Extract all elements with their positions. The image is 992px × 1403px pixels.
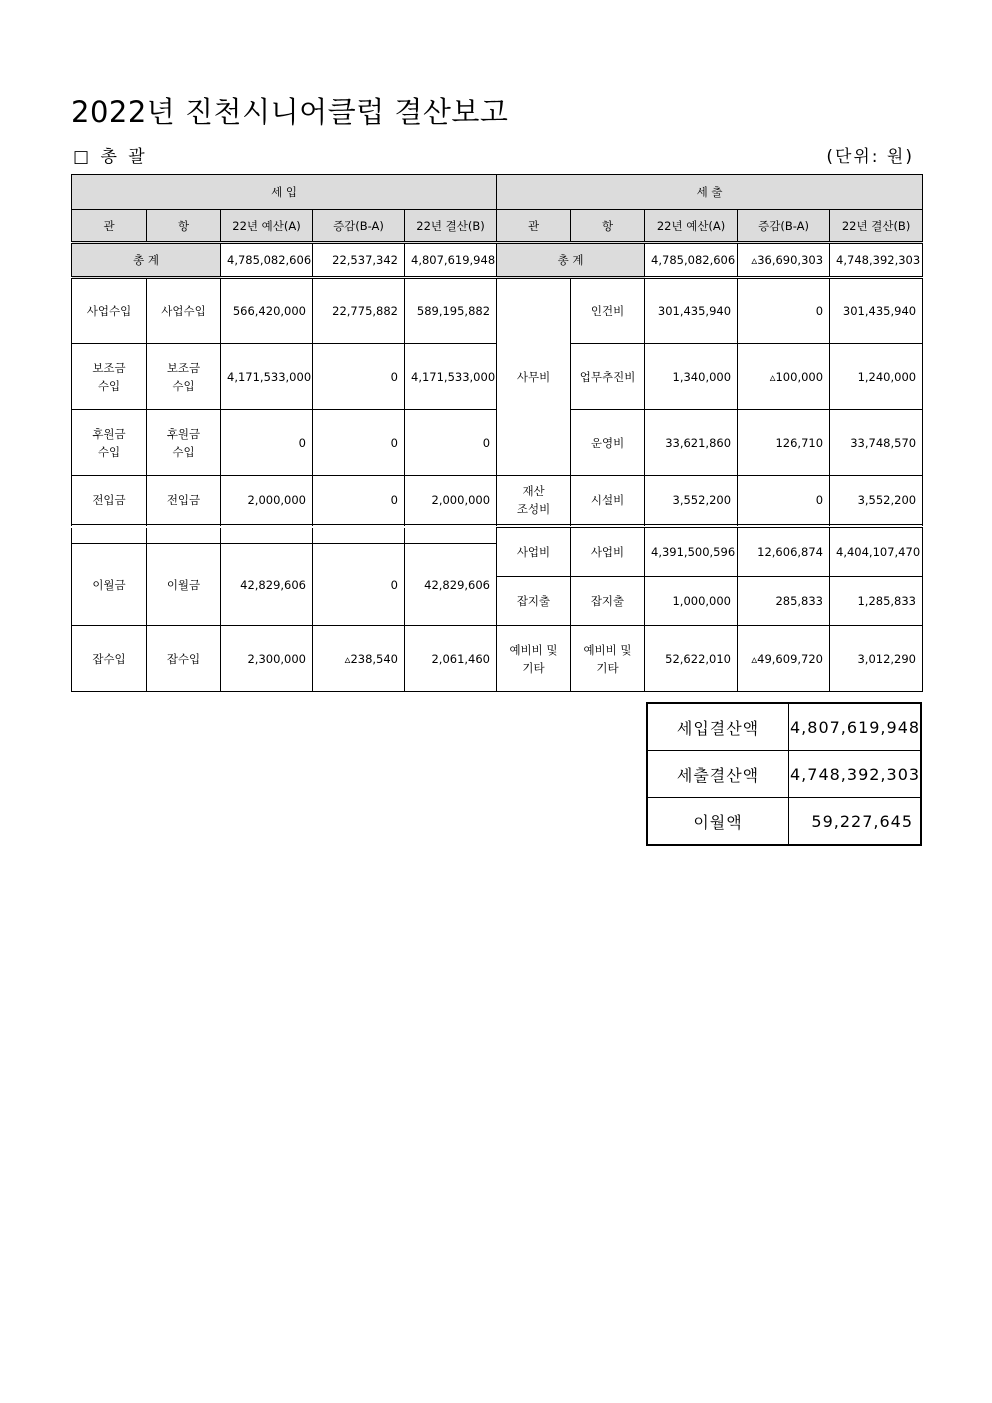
income-gwan: 사업수입 xyxy=(72,278,147,344)
income-total-budget: 4,785,082,606 xyxy=(221,243,313,278)
col-header: 22년 결산(B) xyxy=(830,210,923,243)
col-header: 22년 예산(A) xyxy=(221,210,313,243)
income-budget: 2,300,000 xyxy=(221,626,313,692)
income-diff: 0 xyxy=(313,476,405,525)
income-total-label: 총 계 xyxy=(72,243,221,278)
section-label: □ 총 괄 xyxy=(73,147,148,167)
expense-settle: 1,240,000 xyxy=(830,344,923,410)
expense-diff: 12,606,874 xyxy=(738,528,830,577)
income-settle: 2,061,460 xyxy=(405,626,497,692)
expense-hang: 시설비 xyxy=(571,476,645,525)
income-hang: 보조금 수입 xyxy=(147,344,221,410)
col-header: 항 xyxy=(147,210,221,243)
summary-label: 세출결산액 xyxy=(647,751,789,798)
income-budget: 566,420,000 xyxy=(221,278,313,344)
income-diff: ▵238,540 xyxy=(313,626,405,692)
income-budget: 4,171,533,000 xyxy=(221,344,313,410)
income-hang: 전입금 xyxy=(147,476,221,525)
expense-hang: 업무추진비 xyxy=(571,344,645,410)
expense-budget: 4,391,500,596 xyxy=(645,528,738,577)
income-gwan: 후원금 수입 xyxy=(72,410,147,476)
page-title: 2022년 진천시니어클럽 결산보고 xyxy=(71,95,509,129)
expense-settle: 1,285,833 xyxy=(830,577,923,626)
income-gwan: 전입금 xyxy=(72,476,147,525)
income-total-settle: 4,807,619,948 xyxy=(405,243,497,278)
income-budget: 2,000,000 xyxy=(221,476,313,525)
expense-diff: ▵100,000 xyxy=(738,344,830,410)
expense-total-label: 총 계 xyxy=(497,243,645,278)
expense-total-diff: ▵36,690,303 xyxy=(738,243,830,278)
income-gwan: 이월금 xyxy=(72,544,147,626)
income-diff: 0 xyxy=(313,410,405,476)
income-settle: 42,829,606 xyxy=(405,544,497,626)
income-hang: 이월금 xyxy=(147,544,221,626)
expense-budget: 301,435,940 xyxy=(645,278,738,344)
income-diff: 0 xyxy=(313,544,405,626)
table-row xyxy=(72,278,923,344)
income-budget: 42,829,606 xyxy=(221,544,313,626)
summary-row xyxy=(647,703,921,751)
expense-settle: 4,404,107,470 xyxy=(830,528,923,577)
income-gwan: 잡수입 xyxy=(72,626,147,692)
expense-gwan-misc: 잡지출 xyxy=(497,577,571,626)
col-header: 증감(B-A) xyxy=(738,210,830,243)
expense-budget: 33,621,860 xyxy=(645,410,738,476)
col-header: 증감(B-A) xyxy=(313,210,405,243)
total-row xyxy=(72,243,923,278)
summary-value: 59,227,645 xyxy=(789,798,922,846)
expense-settle: 301,435,940 xyxy=(830,278,923,344)
expense-total-settle: 4,748,392,303 xyxy=(830,243,923,278)
expense-budget: 52,622,010 xyxy=(645,626,738,692)
income-hang: 후원금 수입 xyxy=(147,410,221,476)
income-gwan: 보조금 수입 xyxy=(72,344,147,410)
expense-diff: ▵49,609,720 xyxy=(738,626,830,692)
expense-hang: 사업비 xyxy=(571,528,645,577)
expense-hang: 운영비 xyxy=(571,410,645,476)
summary-row xyxy=(647,751,921,798)
col-header: 22년 예산(A) xyxy=(645,210,738,243)
summary-row xyxy=(647,798,921,846)
expense-hang: 인건비 xyxy=(571,278,645,344)
expense-total-budget: 4,785,082,606 xyxy=(645,243,738,278)
income-header: 세 입 xyxy=(72,175,497,210)
summary-label: 이월액 xyxy=(647,798,789,846)
summary-label: 세입결산액 xyxy=(647,703,789,751)
expense-budget: 1,340,000 xyxy=(645,344,738,410)
income-diff: 22,775,882 xyxy=(313,278,405,344)
income-hang: 잡수입 xyxy=(147,626,221,692)
expense-diff: 0 xyxy=(738,278,830,344)
summary-value: 4,807,619,948 xyxy=(789,703,922,751)
expense-diff: 285,833 xyxy=(738,577,830,626)
income-settle: 589,195,882 xyxy=(405,278,497,344)
col-header: 22년 결산(B) xyxy=(405,210,497,243)
income-hang: 사업수입 xyxy=(147,278,221,344)
expense-header: 세 출 xyxy=(497,175,923,210)
table-row xyxy=(72,476,923,525)
expense-gwan-business: 사업비 xyxy=(497,528,571,577)
expense-gwan-office: 사무비 xyxy=(497,278,571,476)
income-settle: 4,171,533,000 xyxy=(405,344,497,410)
expense-budget: 1,000,000 xyxy=(645,577,738,626)
expense-settle: 3,552,200 xyxy=(830,476,923,525)
summary-value: 4,748,392,303 xyxy=(789,751,922,798)
expense-gwan-facility: 재산 조성비 xyxy=(497,476,571,525)
budget-table-lower xyxy=(71,527,923,692)
expense-hang: 잡지출 xyxy=(571,577,645,626)
expense-settle: 33,748,570 xyxy=(830,410,923,476)
income-total-diff: 22,537,342 xyxy=(313,243,405,278)
expense-gwan-reserve: 예비비 및 기타 xyxy=(497,626,571,692)
expense-settle: 3,012,290 xyxy=(830,626,923,692)
income-budget: 0 xyxy=(221,410,313,476)
unit-label: (단위: 원) xyxy=(826,147,914,167)
expense-diff: 0 xyxy=(738,476,830,525)
expense-diff: 126,710 xyxy=(738,410,830,476)
expense-budget: 3,552,200 xyxy=(645,476,738,525)
summary-table xyxy=(646,702,922,846)
col-header: 관 xyxy=(72,210,147,243)
expense-hang: 예비비 및 기타 xyxy=(571,626,645,692)
income-settle: 0 xyxy=(405,410,497,476)
col-header: 항 xyxy=(571,210,645,243)
income-diff: 0 xyxy=(313,344,405,410)
col-header: 관 xyxy=(497,210,571,243)
budget-table xyxy=(71,174,923,541)
income-settle: 2,000,000 xyxy=(405,476,497,525)
